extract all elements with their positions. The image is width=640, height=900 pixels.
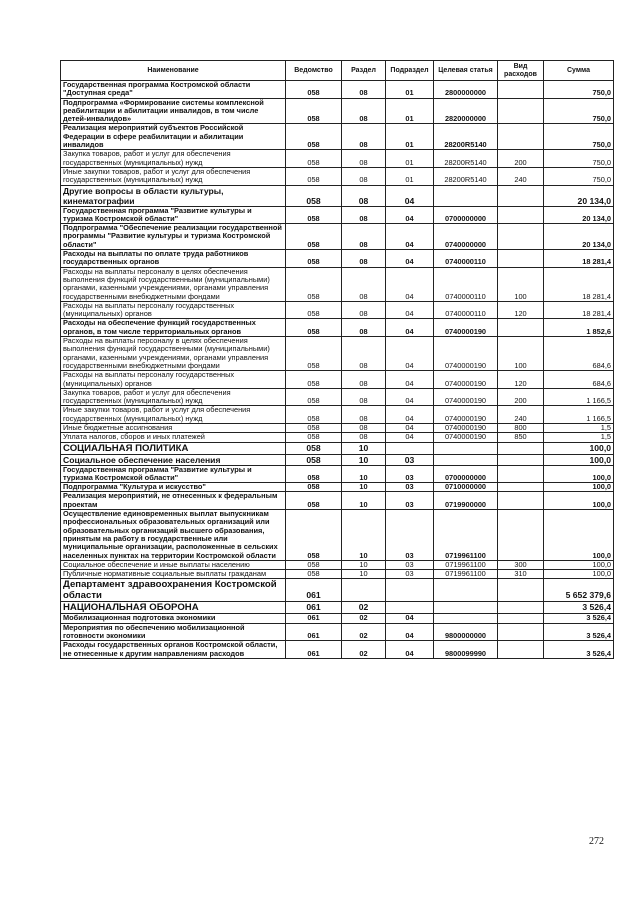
table-row: [61, 483, 614, 492]
cell-name: Государственная программа "Развитие культуры и туризма Костромской области": [61, 465, 286, 483]
cell-dept: 058: [286, 167, 342, 185]
cell-name: Иные бюджетные ассигнования: [61, 423, 286, 432]
cell-name: Мобилизационная подготовка экономики: [61, 614, 286, 623]
cell-sum: 1,5: [544, 433, 614, 442]
cell-sum: 750,0: [544, 167, 614, 185]
cell-name: Социальное обеспечение населения: [61, 454, 286, 465]
cell-sum: 100,0: [544, 442, 614, 454]
table-row: [61, 641, 614, 659]
cell-podrazdel: 01: [386, 150, 434, 168]
cell-sum: 3 526,4: [544, 602, 614, 614]
cell-razdel: 10: [342, 454, 386, 465]
cell-podrazdel: 03: [386, 492, 434, 510]
cell-razdel: 08: [342, 185, 386, 206]
cell-vid: [498, 579, 544, 602]
table-row: [61, 423, 614, 432]
cell-razdel: 08: [342, 150, 386, 168]
cell-dept: 058: [286, 301, 342, 319]
cell-podrazdel: 04: [386, 641, 434, 659]
cell-vid: [498, 623, 544, 641]
cell-target: 2800000000: [434, 81, 498, 99]
cell-name: НАЦИОНАЛЬНАЯ ОБОРОНА: [61, 602, 286, 614]
cell-vid: [498, 124, 544, 150]
cell-podrazdel: 04: [386, 250, 434, 268]
cell-dept: 058: [286, 267, 342, 301]
cell-sum: 5 652 379,6: [544, 579, 614, 602]
cell-sum: 3 526,4: [544, 623, 614, 641]
cell-name: Расходы на выплаты по оплате труда работников государственных органов: [61, 250, 286, 268]
cell-dept: 058: [286, 433, 342, 442]
cell-razdel: 08: [342, 81, 386, 99]
table-row: [61, 454, 614, 465]
cell-target: 0740000190: [434, 388, 498, 406]
cell-vid: 240: [498, 167, 544, 185]
cell-razdel: 10: [342, 560, 386, 569]
table-row: [61, 206, 614, 224]
cell-razdel: [342, 579, 386, 602]
cell-podrazdel: 03: [386, 465, 434, 483]
cell-sum: 1 852,6: [544, 319, 614, 337]
cell-vid: 300: [498, 560, 544, 569]
cell-target: 28200R5140: [434, 167, 498, 185]
cell-dept: 058: [286, 492, 342, 510]
table-row: [61, 337, 614, 371]
cell-vid: [498, 224, 544, 250]
cell-razdel: 02: [342, 623, 386, 641]
cell-dept: 058: [286, 81, 342, 99]
cell-name: Иные закупки товаров, работ и услуг для обеспечения государственных (муниципальных) нужд: [61, 406, 286, 424]
cell-name: Реализация мероприятий, не отнесенных к федеральным проектам: [61, 492, 286, 510]
cell-vid: [498, 483, 544, 492]
cell-razdel: 10: [342, 570, 386, 579]
table-row: [61, 623, 614, 641]
table-row: [61, 185, 614, 206]
cell-target: [434, 614, 498, 623]
table-row: [61, 81, 614, 99]
header-sum: Сумма: [544, 61, 614, 81]
cell-vid: 100: [498, 337, 544, 371]
cell-target: 9800000000: [434, 623, 498, 641]
cell-vid: [498, 206, 544, 224]
cell-dept: 061: [286, 602, 342, 614]
cell-target: 0719900000: [434, 492, 498, 510]
cell-dept: 058: [286, 560, 342, 569]
cell-name: Закупка товаров, работ и услуг для обеспечения государственных (муниципальных) нужд: [61, 388, 286, 406]
cell-name: Реализация мероприятий субъектов Российской Федерации в сфере реабилитации и абилитации инвалидов: [61, 124, 286, 150]
cell-dept: 061: [286, 579, 342, 602]
cell-target: 2820000000: [434, 98, 498, 124]
cell-name: Публичные нормативные социальные выплаты гражданам: [61, 570, 286, 579]
table-row: [61, 301, 614, 319]
cell-sum: 20 134,0: [544, 185, 614, 206]
cell-vid: [498, 492, 544, 510]
cell-vid: 120: [498, 371, 544, 389]
cell-sum: 750,0: [544, 81, 614, 99]
cell-razdel: 10: [342, 465, 386, 483]
cell-dept: 058: [286, 510, 342, 561]
cell-podrazdel: 03: [386, 570, 434, 579]
table-row: [61, 167, 614, 185]
cell-podrazdel: 04: [386, 623, 434, 641]
cell-name: Подпрограмма "Культура и искусство": [61, 483, 286, 492]
cell-sum: 1 166,5: [544, 388, 614, 406]
cell-name: Расходы на выплаты персоналу в целях обеспечения выполнения функций государственными (муниципальными) органами, казенными учреждениями, органами управления государственными внебюджетными фондами: [61, 337, 286, 371]
table-row: [61, 124, 614, 150]
cell-vid: 850: [498, 433, 544, 442]
table-row: [61, 602, 614, 614]
cell-target: 0740000190: [434, 319, 498, 337]
cell-sum: 18 281,4: [544, 267, 614, 301]
cell-sum: 684,6: [544, 371, 614, 389]
table-row: [61, 371, 614, 389]
cell-name: Подпрограмма "Обеспечение реализации государственной программы "Развитие культуры и туризма Костромской области": [61, 224, 286, 250]
cell-vid: [498, 614, 544, 623]
cell-vid: [498, 454, 544, 465]
cell-razdel: 08: [342, 319, 386, 337]
budget-table: [60, 60, 614, 659]
cell-podrazdel: 04: [386, 206, 434, 224]
cell-target: 0719961100: [434, 570, 498, 579]
header-name: Наименование: [61, 61, 286, 81]
cell-dept: 058: [286, 337, 342, 371]
table-row: [61, 579, 614, 602]
cell-razdel: 08: [342, 250, 386, 268]
header-vid: Вид расходов: [498, 61, 544, 81]
cell-podrazdel: 04: [386, 388, 434, 406]
cell-sum: 750,0: [544, 150, 614, 168]
cell-podrazdel: 04: [386, 433, 434, 442]
cell-sum: 20 134,0: [544, 224, 614, 250]
cell-razdel: 02: [342, 602, 386, 614]
cell-dept: 058: [286, 150, 342, 168]
cell-name: Осуществление единовременных выплат выпускникам профессиональных образовательных организаций или образовательных организаций высшего образования, принятым на работу в государственные или муниципальные организации, расположенные в сельских населенных пунктах на территории Костромской области: [61, 510, 286, 561]
header-target: Целевая статья: [434, 61, 498, 81]
cell-razdel: 10: [342, 492, 386, 510]
cell-target: 0740000110: [434, 267, 498, 301]
cell-razdel: 02: [342, 614, 386, 623]
cell-target: 28200R5140: [434, 124, 498, 150]
cell-dept: 058: [286, 465, 342, 483]
table-row: [61, 250, 614, 268]
cell-sum: 100,0: [544, 454, 614, 465]
cell-podrazdel: 04: [386, 267, 434, 301]
cell-sum: 750,0: [544, 124, 614, 150]
table-row: [61, 510, 614, 561]
table-row: [61, 492, 614, 510]
cell-dept: 061: [286, 641, 342, 659]
cell-podrazdel: [386, 602, 434, 614]
cell-dept: 058: [286, 124, 342, 150]
cell-dept: 058: [286, 406, 342, 424]
cell-dept: 061: [286, 623, 342, 641]
cell-razdel: 08: [342, 337, 386, 371]
cell-razdel: 08: [342, 423, 386, 432]
cell-target: 9800099990: [434, 641, 498, 659]
cell-vid: [498, 641, 544, 659]
cell-podrazdel: [386, 442, 434, 454]
cell-vid: [498, 81, 544, 99]
cell-target: [434, 579, 498, 602]
cell-name: Расходы на обеспечение функций государственных органов, в том числе территориальных органов: [61, 319, 286, 337]
cell-razdel: 08: [342, 206, 386, 224]
cell-podrazdel: 03: [386, 510, 434, 561]
cell-target: [434, 454, 498, 465]
cell-sum: 3 526,4: [544, 641, 614, 659]
cell-target: 0719961100: [434, 510, 498, 561]
cell-name: Расходы на выплаты персоналу в целях обеспечения выполнения функций государственными (муниципальными) органами, казенными учреждениями, органами управления государственными внебюджетными фондами: [61, 267, 286, 301]
cell-name: Мероприятия по обеспечению мобилизационной готовности экономики: [61, 623, 286, 641]
cell-name: Государственная программа Костромской области "Доступная среда": [61, 81, 286, 99]
table-row: [61, 267, 614, 301]
cell-vid: 240: [498, 406, 544, 424]
cell-podrazdel: 04: [386, 224, 434, 250]
cell-target: 0740000110: [434, 301, 498, 319]
cell-dept: 058: [286, 319, 342, 337]
cell-razdel: 08: [342, 167, 386, 185]
cell-podrazdel: 04: [386, 614, 434, 623]
cell-dept: 058: [286, 371, 342, 389]
cell-podrazdel: 03: [386, 483, 434, 492]
cell-target: [434, 185, 498, 206]
cell-vid: [498, 602, 544, 614]
cell-name: Социальное обеспечение и иные выплаты населению: [61, 560, 286, 569]
cell-vid: 100: [498, 267, 544, 301]
cell-podrazdel: 01: [386, 167, 434, 185]
cell-dept: 058: [286, 206, 342, 224]
cell-target: 0740000110: [434, 250, 498, 268]
cell-vid: 200: [498, 388, 544, 406]
cell-vid: [498, 465, 544, 483]
cell-sum: 3 526,4: [544, 614, 614, 623]
cell-sum: 20 134,0: [544, 206, 614, 224]
cell-razdel: 08: [342, 388, 386, 406]
table-row: [61, 570, 614, 579]
table-row: [61, 150, 614, 168]
cell-name: Иные закупки товаров, работ и услуг для обеспечения государственных (муниципальных) нужд: [61, 167, 286, 185]
cell-dept: 058: [286, 442, 342, 454]
table-row: [61, 560, 614, 569]
cell-vid: [498, 442, 544, 454]
cell-podrazdel: 01: [386, 124, 434, 150]
table-row: [61, 319, 614, 337]
cell-dept: 058: [286, 250, 342, 268]
cell-podrazdel: 04: [386, 371, 434, 389]
cell-razdel: 10: [342, 483, 386, 492]
cell-vid: [498, 250, 544, 268]
cell-dept: 061: [286, 614, 342, 623]
cell-target: 0740000190: [434, 406, 498, 424]
cell-name: Государственная программа "Развитие культуры и туризма Костромской области": [61, 206, 286, 224]
cell-dept: 058: [286, 388, 342, 406]
cell-target: [434, 602, 498, 614]
cell-target: 0700000000: [434, 206, 498, 224]
cell-razdel: 08: [342, 224, 386, 250]
page-number: 272: [589, 836, 604, 847]
cell-target: 0710000000: [434, 483, 498, 492]
cell-razdel: 08: [342, 301, 386, 319]
cell-podrazdel: 03: [386, 560, 434, 569]
cell-vid: 200: [498, 150, 544, 168]
cell-name: Закупка товаров, работ и услуг для обеспечения государственных (муниципальных) нужд: [61, 150, 286, 168]
table-row: [61, 406, 614, 424]
cell-dept: 058: [286, 454, 342, 465]
cell-name: Расходы на выплаты персоналу государственных (муниципальных) органов: [61, 371, 286, 389]
cell-dept: 058: [286, 185, 342, 206]
cell-name: Департамент здравоохранения Костромской области: [61, 579, 286, 602]
cell-sum: 100,0: [544, 483, 614, 492]
cell-podrazdel: 04: [386, 319, 434, 337]
cell-razdel: 10: [342, 442, 386, 454]
cell-sum: 100,0: [544, 570, 614, 579]
table-row: [61, 224, 614, 250]
cell-vid: [498, 319, 544, 337]
cell-podrazdel: 04: [386, 185, 434, 206]
cell-name: Уплата налогов, сборов и иных платежей: [61, 433, 286, 442]
cell-target: 0740000000: [434, 224, 498, 250]
cell-name: Другие вопросы в области культуры, кинематографии: [61, 185, 286, 206]
cell-razdel: 08: [342, 124, 386, 150]
cell-podrazdel: 03: [386, 454, 434, 465]
cell-razdel: 08: [342, 371, 386, 389]
cell-dept: 058: [286, 423, 342, 432]
cell-target: 0740000190: [434, 433, 498, 442]
cell-target: 0740000190: [434, 337, 498, 371]
header-dept: Ведомство: [286, 61, 342, 81]
cell-razdel: 02: [342, 641, 386, 659]
table-row: [61, 614, 614, 623]
cell-target: 28200R5140: [434, 150, 498, 168]
cell-target: 0740000190: [434, 423, 498, 432]
cell-podrazdel: 01: [386, 98, 434, 124]
cell-target: [434, 442, 498, 454]
cell-dept: 058: [286, 570, 342, 579]
table-row: [61, 442, 614, 454]
table-header: [61, 61, 614, 81]
cell-dept: 058: [286, 483, 342, 492]
cell-sum: 100,0: [544, 492, 614, 510]
cell-name: СОЦИАЛЬНАЯ ПОЛИТИКА: [61, 442, 286, 454]
cell-target: 0719961100: [434, 560, 498, 569]
cell-podrazdel: 04: [386, 337, 434, 371]
cell-razdel: 08: [342, 406, 386, 424]
cell-sum: 100,0: [544, 465, 614, 483]
cell-vid: [498, 98, 544, 124]
cell-dept: 058: [286, 224, 342, 250]
cell-name: Расходы на выплаты персоналу государственных (муниципальных) органов: [61, 301, 286, 319]
cell-vid: [498, 185, 544, 206]
cell-podrazdel: 01: [386, 81, 434, 99]
cell-vid: 120: [498, 301, 544, 319]
table-row: [61, 388, 614, 406]
cell-podrazdel: [386, 579, 434, 602]
table-body: [61, 81, 614, 659]
cell-razdel: 08: [342, 98, 386, 124]
cell-sum: 750,0: [544, 98, 614, 124]
cell-sum: 18 281,4: [544, 250, 614, 268]
cell-podrazdel: 04: [386, 423, 434, 432]
table-row: [61, 465, 614, 483]
cell-sum: 18 281,4: [544, 301, 614, 319]
cell-name: Подпрограмма «Формирование системы комплексной реабилитации и абилитации инвалидов, в том числе детей-инвалидов»: [61, 98, 286, 124]
cell-vid: 310: [498, 570, 544, 579]
cell-razdel: 10: [342, 510, 386, 561]
cell-vid: 800: [498, 423, 544, 432]
cell-podrazdel: 04: [386, 301, 434, 319]
cell-name: Расходы государственных органов Костромской области, не отнесенные к другим направлениям расходов: [61, 641, 286, 659]
table-row: [61, 433, 614, 442]
cell-target: 0700000000: [434, 465, 498, 483]
header-razdel: Раздел: [342, 61, 386, 81]
cell-razdel: 08: [342, 267, 386, 301]
cell-sum: 100,0: [544, 560, 614, 569]
cell-sum: 1 166,5: [544, 406, 614, 424]
cell-razdel: 08: [342, 433, 386, 442]
cell-dept: 058: [286, 98, 342, 124]
header-podrazdel: Подраздел: [386, 61, 434, 81]
cell-vid: [498, 510, 544, 561]
cell-sum: 1,5: [544, 423, 614, 432]
cell-target: 0740000190: [434, 371, 498, 389]
cell-sum: 684,6: [544, 337, 614, 371]
cell-sum: 100,0: [544, 510, 614, 561]
cell-podrazdel: 04: [386, 406, 434, 424]
table-row: [61, 98, 614, 124]
